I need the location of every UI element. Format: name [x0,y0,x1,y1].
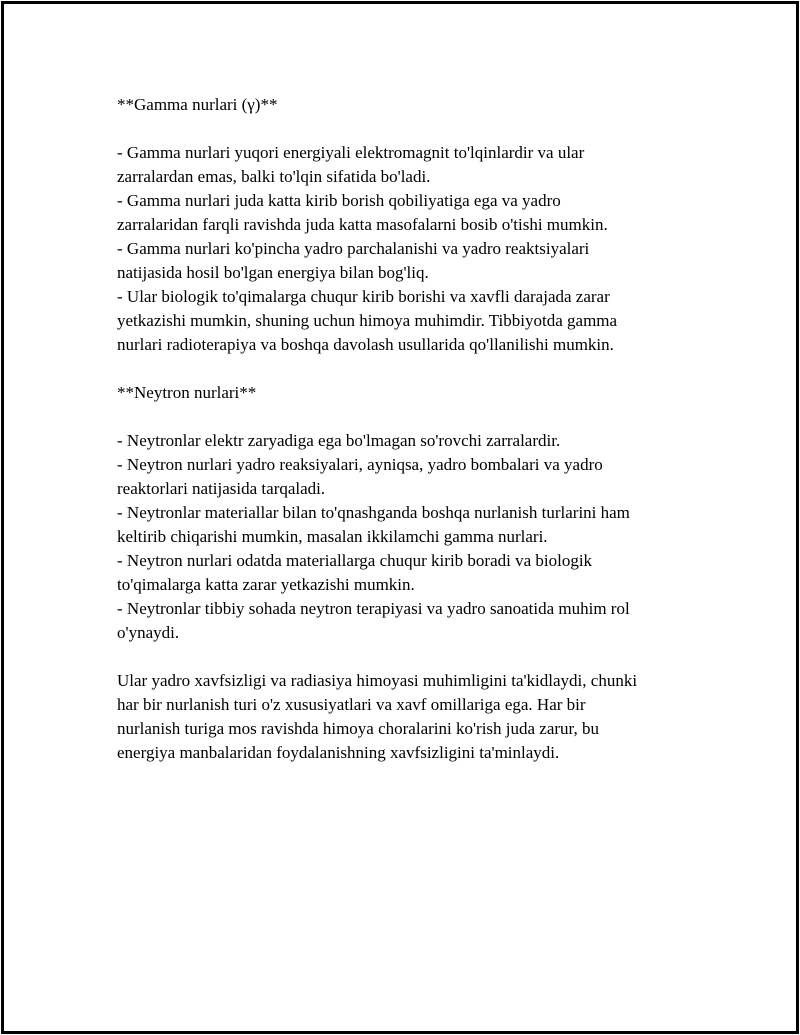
gamma-line: - Gamma nurlari juda katta kirib borish qobiliyatiga ega va yadro [117,191,561,210]
spacer [117,405,717,429]
neutron-heading: **Neytron nurlari** [117,383,257,402]
neutron-line: o'ynaydi. [117,623,180,642]
gamma-paragraph [117,141,717,357]
gamma-heading: **Gamma nurlari (γ)** [117,95,278,114]
neutron-line: - Neytronlar materiallar bilan to'qnashganda boshqa nurlanish turlarini ham [117,503,630,522]
gamma-line: yetkazishi mumkin, shuning uchun himoya muhimdir. Tibbiyotda gamma [117,311,618,330]
gamma-line: - Gamma nurlari yuqori energiyali elektromagnit to'lqinlardir va ular [117,143,585,162]
neutron-line: - Neytronlar elektr zaryadiga ega bo'lmagan so'rovchi zarralardir. [117,431,561,450]
conclusion-line: nurlanish turiga mos ravishda himoya choralarini ko'rish juda zarur, bu [117,719,600,738]
conclusion-paragraph [117,669,717,765]
neutron-line: keltirib chiqarishi mumkin, masalan ikkilamchi gamma nurlari. [117,527,548,546]
spacer [117,645,717,669]
neutron-line: reaktorlari natijasida tarqaladi. [117,479,326,498]
neutron-line: - Neytron nurlari yadro reaksiyalari, ayniqsa, yadro bombalari va yadro [117,455,603,474]
gamma-line: nurlari radioterapiya va boshqa davolash usullarida qo'llanilishi mumkin. [117,335,614,354]
conclusion-line: Ular yadro xavfsizligi va radiasiya himoyasi muhimligini ta'kidlaydi, chunki [117,671,638,690]
neutron-line: - Neytronlar tibbiy sohada neytron terapiyasi va yadro sanoatida muhim rol [117,599,630,618]
neutron-line: - Neytron nurlari odatda materiallarga chuqur kirib boradi va biologik [117,551,593,570]
neutron-paragraph [117,429,717,645]
gamma-line: - Ular biologik to'qimalarga chuqur kirib borishi va xavfli darajada zarar [117,287,610,306]
neutron-line: to'qimalarga katta zarar yetkazishi mumkin. [117,575,415,594]
gamma-line: - Gamma nurlari ko'pincha yadro parchalanishi va yadro reaktsiyalari [117,239,590,258]
conclusion-line: har bir nurlanish turi o'z xususiyatlari va xavf omillariga ega. Har bir [117,695,586,714]
document-body [117,93,717,765]
gamma-line: zarralardan emas, balki to'lqin sifatida bo'ladi. [117,167,431,186]
spacer [117,357,717,381]
conclusion-line: energiya manbalaridan foydalanishning xavfsizligini ta'minlaydi. [117,743,560,762]
gamma-line: natijasida hosil bo'lgan energiya bilan bog'liq. [117,263,429,282]
spacer [117,117,717,141]
gamma-line: zarralaridan farqli ravishda juda katta masofalarni bosib o'tishi mumkin. [117,215,608,234]
